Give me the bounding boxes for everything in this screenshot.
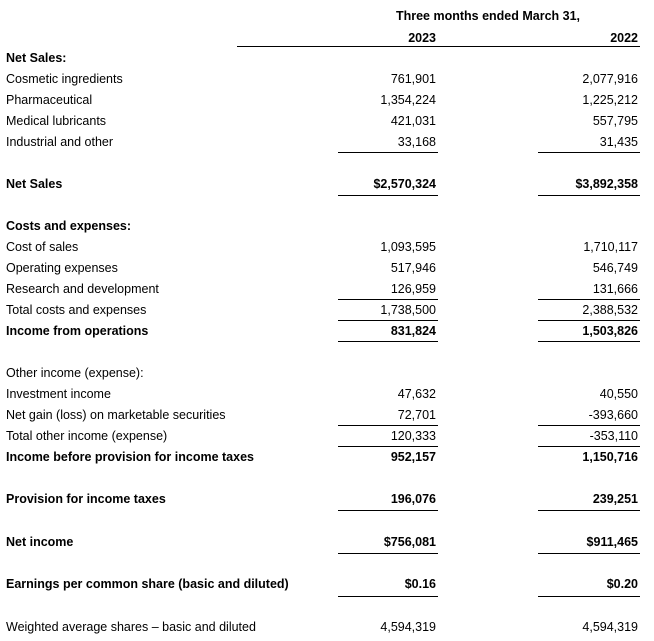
row-label: Medical lubricants xyxy=(6,114,107,128)
row-label: Net Sales xyxy=(6,177,63,191)
value-2022: 1,225,212 xyxy=(582,93,638,107)
subtotal-rule xyxy=(538,320,640,321)
row-label: Cost of sales xyxy=(6,240,79,254)
row-label: Pharmaceutical xyxy=(6,93,93,107)
value-2023: $756,081 xyxy=(383,535,436,549)
subtotal-rule xyxy=(538,152,640,153)
value-2023: 120,333 xyxy=(390,429,436,443)
row-label: Total other income (expense) xyxy=(6,429,168,443)
other-income-heading-row xyxy=(0,366,654,387)
value-2022: 1,150,716 xyxy=(582,450,638,464)
table-row xyxy=(0,72,654,93)
header-rule xyxy=(237,46,640,47)
value-2023: 1,738,500 xyxy=(380,303,436,317)
value-2023: 33,168 xyxy=(397,135,436,149)
row-label: Investment income xyxy=(6,387,111,401)
table-row xyxy=(0,240,654,261)
row-label: Research and development xyxy=(6,282,159,296)
row-label: Earnings per common share (basic and diluted) xyxy=(6,577,289,591)
weighted-shares-row xyxy=(0,620,654,641)
table-row xyxy=(0,387,654,408)
value-2023: 1,093,595 xyxy=(380,240,436,254)
value-2022: -393,660 xyxy=(588,408,638,422)
period-header: Three months ended March 31, xyxy=(395,9,581,23)
total-rule xyxy=(338,510,438,511)
value-2022: 40,550 xyxy=(599,387,638,401)
value-2022: 2,388,532 xyxy=(582,303,638,317)
table-row xyxy=(0,93,654,114)
value-2022: 239,251 xyxy=(592,492,638,506)
value-2022: 4,594,319 xyxy=(582,620,638,634)
row-label: Cosmetic ingredients xyxy=(6,72,123,86)
value-2023: 421,031 xyxy=(390,114,436,128)
subtotal-rule xyxy=(538,446,640,447)
value-2022: 2,077,916 xyxy=(582,72,638,86)
value-2022: 31,435 xyxy=(599,135,638,149)
row-label: Industrial and other xyxy=(6,135,114,149)
total-rule xyxy=(538,341,640,342)
costs-heading-row xyxy=(0,219,654,240)
subtotal-rule xyxy=(338,152,438,153)
row-label: Provision for income taxes xyxy=(6,492,166,506)
total-rule xyxy=(538,596,640,597)
subtotal-rule xyxy=(338,425,438,426)
year-2023-header: 2023 xyxy=(408,31,436,45)
value-2023: 517,946 xyxy=(390,261,436,275)
value-2022: 546,749 xyxy=(592,261,638,275)
subtotal-rule xyxy=(338,446,438,447)
value-2023: 1,354,224 xyxy=(380,93,436,107)
subtotal-rule xyxy=(338,320,438,321)
value-2023: 761,901 xyxy=(390,72,436,86)
value-2023: 196,076 xyxy=(390,492,436,506)
total-rule xyxy=(338,341,438,342)
value-2022: $911,465 xyxy=(586,535,638,549)
total-rule xyxy=(538,510,640,511)
value-2023: 952,157 xyxy=(390,450,436,464)
pretax-income-row xyxy=(0,450,654,471)
value-2023: $0.16 xyxy=(404,577,436,591)
row-label: Weighted average shares – basic and diluted xyxy=(6,620,256,634)
year-2022-header: 2022 xyxy=(610,31,638,45)
value-2023: 126,959 xyxy=(390,282,436,296)
subtotal-rule xyxy=(538,299,640,300)
row-label: Total costs and expenses xyxy=(6,303,147,317)
value-2023: 831,824 xyxy=(390,324,436,338)
total-rule xyxy=(538,195,640,196)
row-label: Operating expenses xyxy=(6,261,118,275)
subtotal-rule xyxy=(538,425,640,426)
total-rule xyxy=(538,553,640,554)
value-2022: $3,892,358 xyxy=(575,177,638,191)
net-sales-heading: Net Sales: xyxy=(6,51,67,65)
value-2022: 131,666 xyxy=(592,282,638,296)
row-label: Net gain (loss) on marketable securities xyxy=(6,408,226,422)
value-2023: $2,570,324 xyxy=(373,177,436,191)
value-2022: $0.20 xyxy=(606,577,638,591)
value-2022: 1,503,826 xyxy=(582,324,638,338)
value-2023: 4,594,319 xyxy=(380,620,436,634)
subtotal-rule xyxy=(338,299,438,300)
value-2022: 557,795 xyxy=(592,114,638,128)
row-label: Income before provision for income taxes xyxy=(6,450,254,464)
costs-heading: Costs and expenses: xyxy=(6,219,132,233)
row-label: Income from operations xyxy=(6,324,149,338)
value-2023: 72,701 xyxy=(397,408,436,422)
total-rule xyxy=(338,195,438,196)
total-rule xyxy=(338,596,438,597)
total-rule xyxy=(338,553,438,554)
row-label: Net income xyxy=(6,535,74,549)
other-income-heading: Other income (expense): xyxy=(6,366,144,380)
table-row xyxy=(0,114,654,135)
table-row xyxy=(0,261,654,282)
net-sales-heading-row xyxy=(0,51,654,72)
value-2022: 1,710,117 xyxy=(583,240,638,254)
eps-row xyxy=(0,577,654,598)
value-2023: 47,632 xyxy=(397,387,436,401)
value-2022: -353,110 xyxy=(589,429,638,443)
